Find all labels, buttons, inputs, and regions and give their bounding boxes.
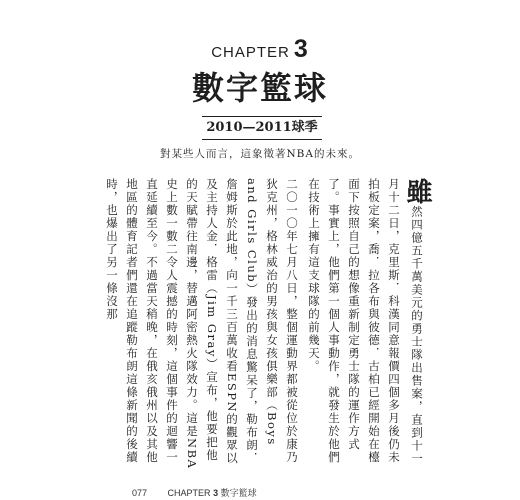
chapter-header [0, 0, 520, 160]
season-heading: 2010—2011球季 [202, 116, 322, 140]
paragraph-1-text: 然四億五千萬美元的勇士隊出售案，直到十一月十二日，克里斯．科漢同意報價四個多月後仍未拍板定案，喬．拉各布與彼德．古柏已經開始在檯面下按照自己的想像重新制定勇士隊的運作方式了。事實上，他們第一個人事動作，就發生於他們在技術上擁有這支球隊的前幾天。 [307, 178, 424, 466]
footer-chapter-title: 數字籃球 [220, 488, 257, 498]
body-text [105, 178, 432, 470]
chapter-word: CHAPTER [211, 44, 290, 61]
page-footer [132, 486, 257, 499]
epigraph: 對某些人而言，這象徵著NBA的未來。 [160, 148, 360, 160]
footer-chapter-number: 3 [213, 488, 219, 498]
footer-chapter-word: CHAPTER [167, 488, 211, 498]
chapter-title: 數字籃球 [191, 69, 328, 107]
paragraph-2: 二〇一〇年七月八日，整個運動界都被從位於康乃狄克州，格林威治的男孩與女孩俱樂部（Boys and Girls Club）發出的消息驚呆了，勒布朗．詹姆斯於此地，向一千三百萬收看ESPN的觀眾以及主持人金．格雷（Jim Gray）宣布，他要把他的天賦帶往南邊，替邁阿密熱火隊效力。這是NBA史上數一數二令人震撼的時刻，這個事件的迴響一直延續至今。不過當天稍晚，在俄亥俄州以及其他地區的體育記者們還在追蹤勒布朗這條新聞的後續時，也爆出了另一條沒那 [105, 178, 299, 470]
chapter-number: 3 [293, 35, 309, 63]
chapter-label [0, 35, 520, 64]
drop-cap: 雖 [402, 178, 432, 206]
paragraph-1 [304, 178, 430, 470]
page-number: 077 [132, 488, 148, 498]
